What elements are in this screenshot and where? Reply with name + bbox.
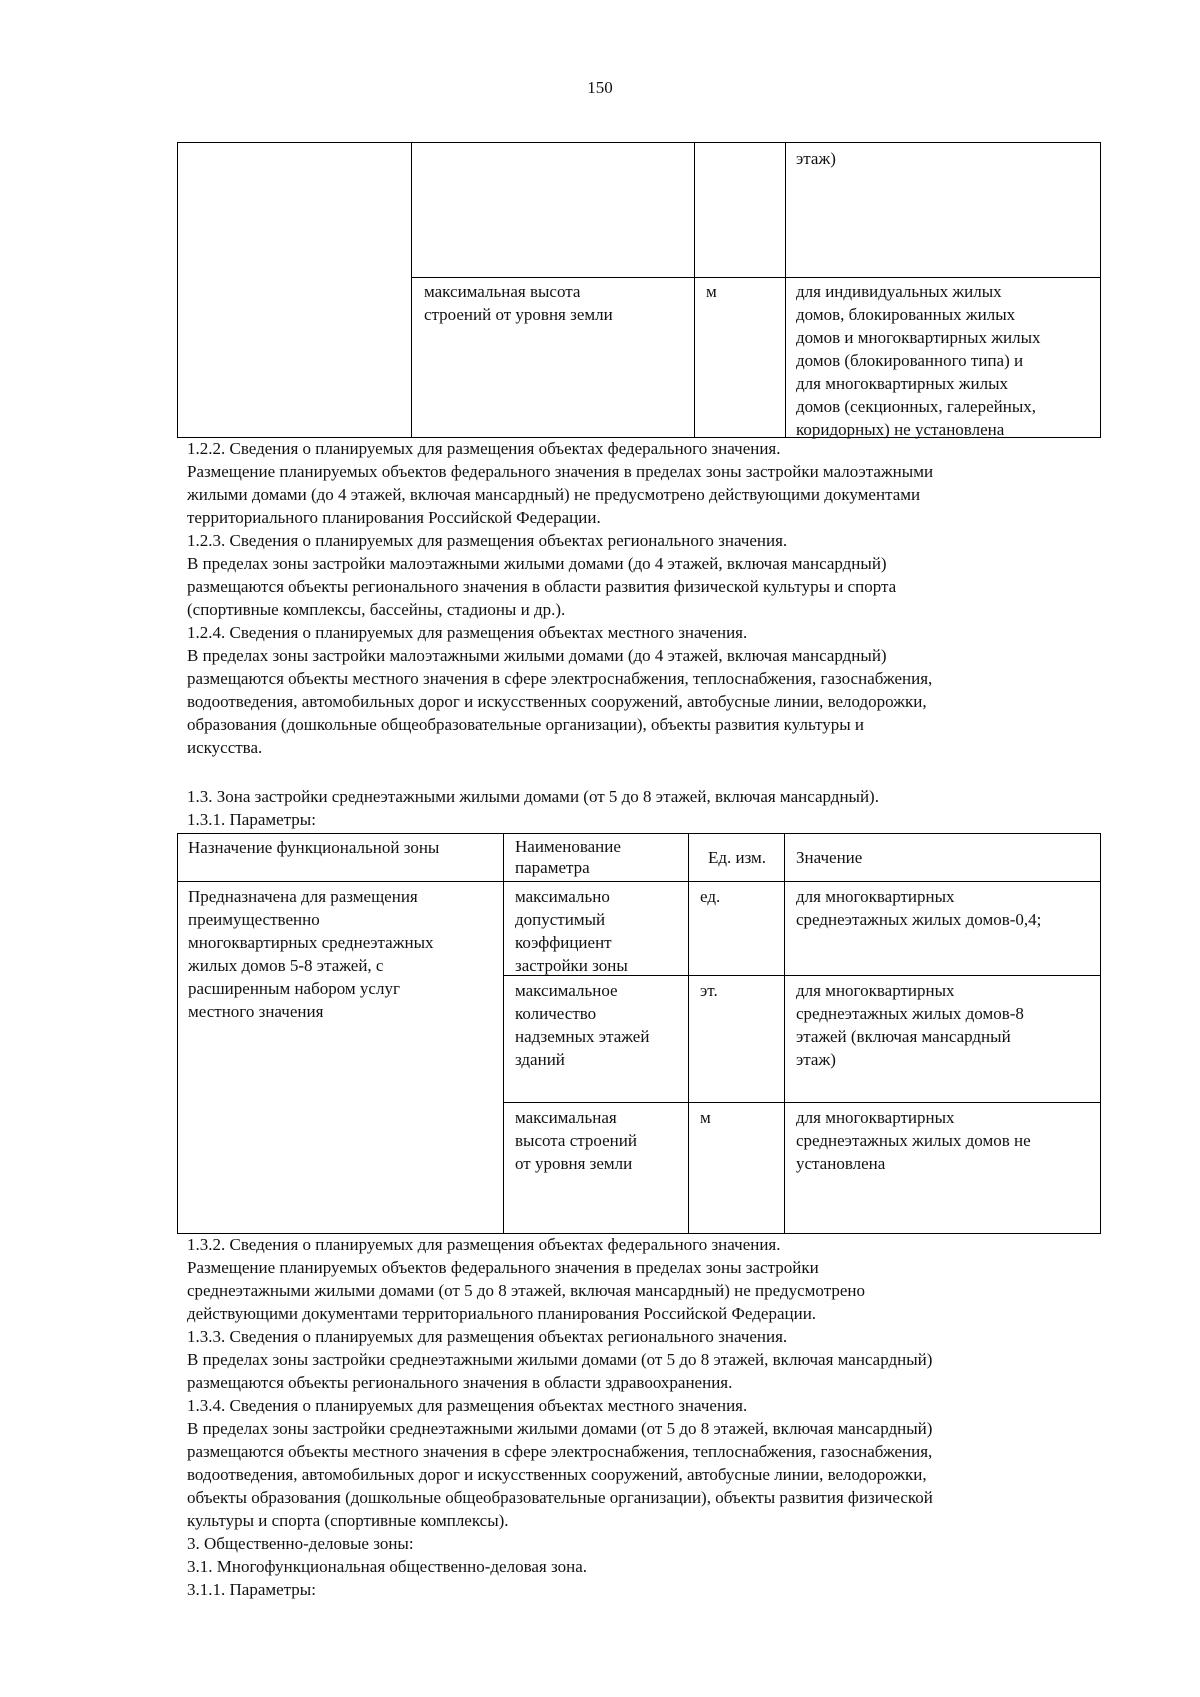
text-line: (спортивные комплексы, бассейны, стадионы и др.). xyxy=(187,600,566,619)
page-number: 150 xyxy=(587,78,613,97)
column-divider xyxy=(694,143,695,437)
text-line: размещаются объекты регионального значения в области развития физической культуры и спорта xyxy=(187,577,897,596)
table1-row2-value: для индивидуальных жилых домов, блокированных жилых домов и многоквартирных жилых домов (блокированного типа) и для многоквартирных жилых домов (секционных, галерейных, коридорных) не установлена xyxy=(796,282,1041,439)
row-unit: м xyxy=(700,1108,711,1127)
text-line: жилыми домами (до 4 этажей, включая мансардный) не предусмотрено действующими документами xyxy=(187,485,921,504)
text-line: образования (дошкольные общеобразовательные организации), объекты развития культуры и xyxy=(187,715,865,734)
row-unit: эт. xyxy=(700,981,718,1000)
text-line: размещаются объекты регионального значения в области здравоохранения. xyxy=(187,1373,733,1392)
column-divider xyxy=(785,143,786,437)
text-line: культуры и спорта (спортивные комплексы). xyxy=(187,1511,509,1530)
column-divider xyxy=(784,834,785,1233)
text-line: водоотведения, автомобильных дорог и искусственных сооружений, автобусные линии, велодорожки, xyxy=(187,1465,927,1484)
zone-purpose: Предназначена для размещения преимущественно многоквартирных среднеэтажных жилых домов 5-8 этажей, с расширенным набором услуг местного значения xyxy=(188,887,434,1021)
text-line: В пределах зоны застройки среднеэтажными жилыми домами (от 5 до 8 этажей, включая мансардный) xyxy=(187,1419,933,1438)
header-divider xyxy=(178,881,1100,882)
text-line: размещаются объекты местного значения в сфере электроснабжения, теплоснабжения, газоснабжения, xyxy=(187,1442,933,1461)
text-section-1-3-and-3 xyxy=(187,1233,1087,1601)
text-line: 1.3.4. Сведения о планируемых для размещения объектах местного значения. xyxy=(187,1396,748,1415)
section-1-3-heading xyxy=(187,785,1087,831)
parameters-table-continued xyxy=(177,142,1101,438)
text-line: среднеэтажными жилыми домами (от 5 до 8 этажей, включая мансардный) не предусмотрено xyxy=(187,1281,865,1300)
text-line: 1.2.4. Сведения о планируемых для размещения объектах местного значения. xyxy=(187,623,748,642)
row-value: для многоквартирных среднеэтажных жилых домов-0,4; xyxy=(796,887,1042,929)
text-line: действующими документами территориального планирования Российской Федерации. xyxy=(187,1304,817,1323)
text-line: В пределах зоны застройки малоэтажными жилыми домами (до 4 этажей, включая мансардный) xyxy=(187,646,887,665)
text-section-1-2 xyxy=(187,437,1087,759)
text-line: 1.2.2. Сведения о планируемых для размещения объектах федерального значения. xyxy=(187,439,781,458)
text-line: 3.1. Многофункциональная общественно-деловая зона. xyxy=(187,1557,588,1576)
text-line: 3. Общественно-деловые зоны: xyxy=(187,1534,414,1553)
row-divider xyxy=(411,277,1100,278)
section-title: 1.3. Зона застройки среднеэтажными жилыми домами (от 5 до 8 этажей, включая мансардный). xyxy=(187,787,879,806)
column-divider xyxy=(688,834,689,1233)
row-unit: ед. xyxy=(700,887,721,906)
table1-row1-value: этаж) xyxy=(796,149,836,168)
column-divider xyxy=(411,143,412,437)
subsection-title: 1.3.1. Параметры: xyxy=(187,810,316,829)
text-line: водоотведения, автомобильных дорог и искусственных сооружений, автобусные линии, велодорожки, xyxy=(187,692,927,711)
row-param: максимальное количество надземных этажей зданий xyxy=(515,981,650,1069)
text-line: объекты образования (дошкольные общеобразовательные организации), объекты развития физической xyxy=(187,1488,933,1507)
header-unit: Ед. изм. xyxy=(707,848,767,867)
header-parameter: Наименование параметра xyxy=(515,837,621,877)
text-line: В пределах зоны застройки среднеэтажными жилыми домами (от 5 до 8 этажей, включая мансардный) xyxy=(187,1350,933,1369)
text-line: искусства. xyxy=(187,738,263,757)
row-param: максимально допустимый коэффициент застройки зоны xyxy=(515,887,628,975)
column-divider xyxy=(503,834,504,1233)
text-line: территориального планирования Российской Федерации. xyxy=(187,508,601,527)
header-purpose: Назначение функциональной зоны xyxy=(188,838,440,857)
text-line: 1.3.3. Сведения о планируемых для размещения объектах регионального значения. xyxy=(187,1327,788,1346)
text-line: размещаются объекты местного значения в сфере электроснабжения, теплоснабжения, газоснабжения, xyxy=(187,669,933,688)
row-param: максимальная высота строений от уровня земли xyxy=(515,1108,637,1173)
row-value: для многоквартирных среднеэтажных жилых домов-8 этажей (включая мансардный этаж) xyxy=(796,981,1024,1069)
text-line: 3.1.1. Параметры: xyxy=(187,1580,316,1599)
text-line: Размещение планируемых объектов федерального значения в пределах зоны застройки xyxy=(187,1258,819,1277)
row-value: для многоквартирных среднеэтажных жилых домов не установлена xyxy=(796,1108,1031,1173)
row-divider xyxy=(503,1102,1100,1103)
text-line: 1.3.2. Сведения о планируемых для размещения объектах федерального значения. xyxy=(187,1235,781,1254)
text-line: В пределах зоны застройки малоэтажными жилыми домами (до 4 этажей, включая мансардный) xyxy=(187,554,887,573)
text-line: Размещение планируемых объектов федерального значения в пределах зоны застройки малоэтажными xyxy=(187,462,934,481)
parameters-table-1-3 xyxy=(177,833,1101,1234)
table1-row2-param: максимальная высота строений от уровня земли xyxy=(424,282,613,324)
header-value: Значение xyxy=(796,848,863,867)
text-line: 1.2.3. Сведения о планируемых для размещения объектах регионального значения. xyxy=(187,531,788,550)
table1-row2-unit: м xyxy=(706,282,717,301)
